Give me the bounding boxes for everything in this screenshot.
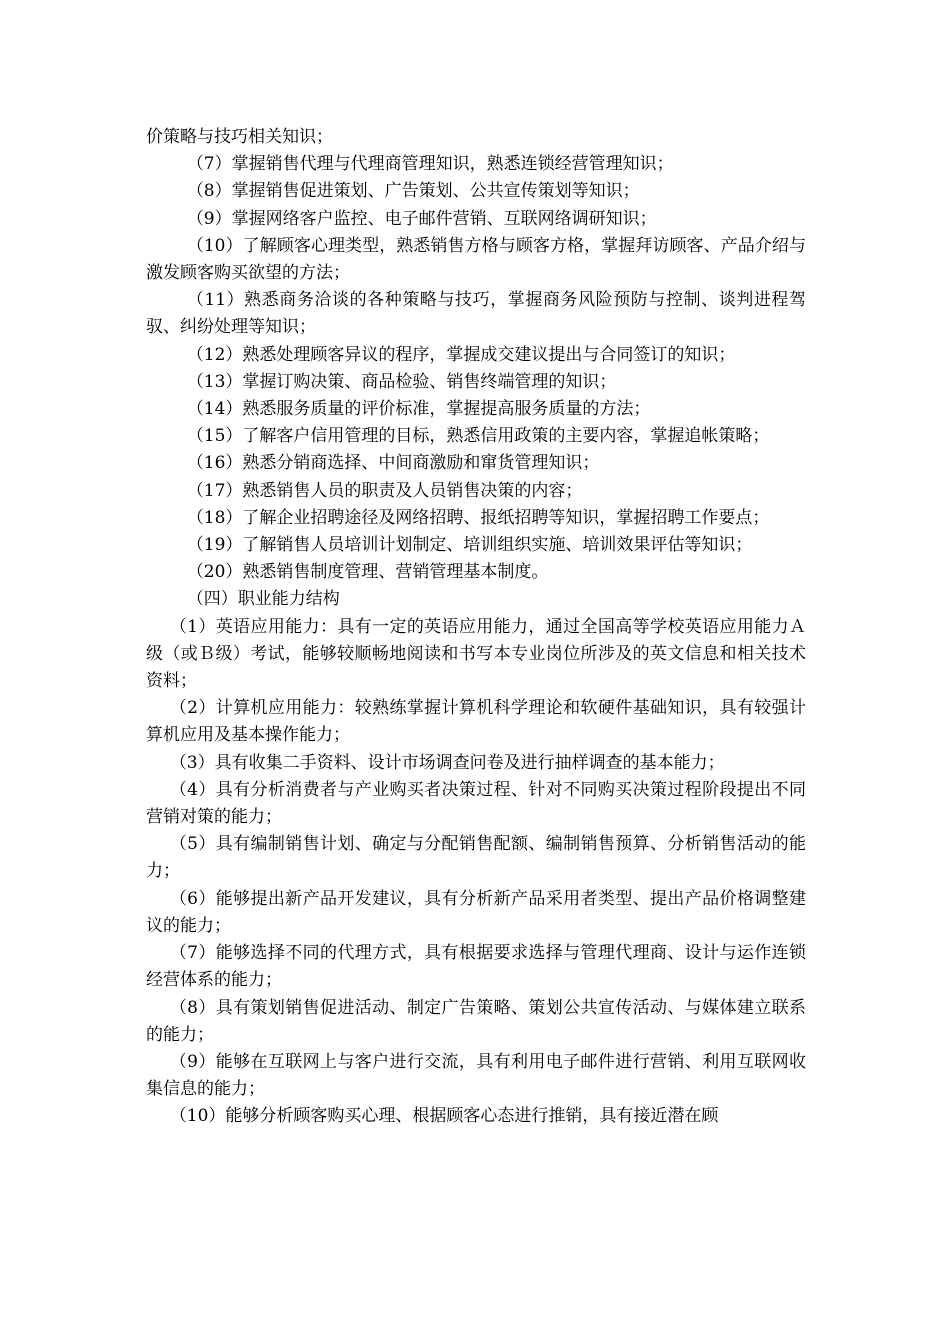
knowledge-item-17: （17）熟悉销售人员的职责及人员销售决策的内容； bbox=[186, 480, 583, 501]
knowledge-item-13: （13）掌握订购决策、商品检验、销售终端管理的知识； bbox=[186, 371, 617, 392]
knowledge-item-14: （14）熟悉服务质量的评价标准，掌握提高服务质量的方法； bbox=[186, 399, 651, 420]
paragraph-continuation: 价策略与技巧相关知识； bbox=[146, 127, 333, 147]
knowledge-item-9: （9）掌握网络客户监控、电子邮件营销、互联网络调研知识； bbox=[186, 208, 657, 229]
knowledge-item-19: （19）了解销售人员培训计划制定、培训组织实施、培训效果评估等知识； bbox=[186, 535, 753, 556]
ability-item-4: （4）具有分析消费者与产业购买者决策过程、针对不同购买决策过程阶段提出不同营销对策的能力； bbox=[146, 779, 806, 828]
knowledge-item-7: （7）掌握销售代理与代理商管理知识，熟悉连锁经营管理知识； bbox=[186, 154, 674, 175]
knowledge-item-15: （15）了解客户信用管理的目标，熟悉信用政策的主要内容，掌握追帐策略； bbox=[186, 426, 770, 447]
ability-item-8: （8）具有策划销售促进活动、制定广告策略、策划公共宣传活动、与媒体建立联系的能力； bbox=[146, 997, 806, 1045]
ability-item-5: （5）具有编制销售计划、确定与分配销售配额、编制销售预算、分析销售活动的能力； bbox=[146, 834, 806, 882]
knowledge-item-16: （16）熟悉分销商选择、中间商激励和窜货管理知识； bbox=[186, 453, 600, 474]
ability-item-3: （3）具有收集二手资料、设计市场调查问卷及进行抽样调查的基本能力； bbox=[169, 752, 725, 773]
knowledge-item-12: （12）熟悉处理顾客异议的程序，掌握成交建议提出与合同签订的知识； bbox=[186, 344, 736, 365]
knowledge-item-10: （10）了解顾客心理类型，熟悉销售方格与顾客方格，掌握拜访顾客、产品介绍与激发顾客购买欲望的方法； bbox=[146, 235, 806, 284]
knowledge-item-18: （18）了解企业招聘途径及网络招聘、报纸招聘等知识，掌握招聘工作要点； bbox=[186, 507, 770, 528]
section-heading: （四）职业能力结构 bbox=[186, 589, 340, 610]
ability-item-7: （7）能够选择不同的代理方式，具有根据要求选择与管理代理商、设计与运作连锁经营体系的能力； bbox=[146, 943, 806, 991]
knowledge-item-20: （20）熟悉销售制度管理、营销管理基本制度。 bbox=[186, 562, 549, 583]
knowledge-item-11: （11）熟悉商务洽谈的各种策略与技巧，掌握商务风险预防与控制、谈判进程驾驭、纠纷处理等知识； bbox=[146, 290, 806, 338]
ability-item-9: （9）能够在互联网上与客户进行交流，具有利用电子邮件进行营销、利用互联网收集信息的能力； bbox=[146, 1051, 806, 1100]
document-body bbox=[146, 124, 806, 1131]
knowledge-item-8: （8）掌握销售促进策划、广告策划、公共宣传策划等知识； bbox=[186, 181, 640, 202]
ability-item-2: （2）计算机应用能力：较熟练掌握计算机科学理论和软硬件基础知识，具有较强计算机应用及基本操作能力； bbox=[146, 698, 806, 746]
ability-item-1: （1）英语应用能力：具有一定的英语应用能力，通过全国高等学校英语应用能力Ａ级（或Ｂ级）考试，能够较顺畅地阅读和书写本专业岗位所涉及的英文信息和相关技术资料； bbox=[146, 616, 806, 692]
ability-item-6: （6）能够提出新产品开发建议，具有分析新产品采用者类型、提出产品价格调整建议的能力； bbox=[146, 888, 806, 936]
ability-item-10: （10）能够分析顾客购买心理、根据顾客心态进行推销，具有接近潜在顾 bbox=[169, 1106, 719, 1127]
